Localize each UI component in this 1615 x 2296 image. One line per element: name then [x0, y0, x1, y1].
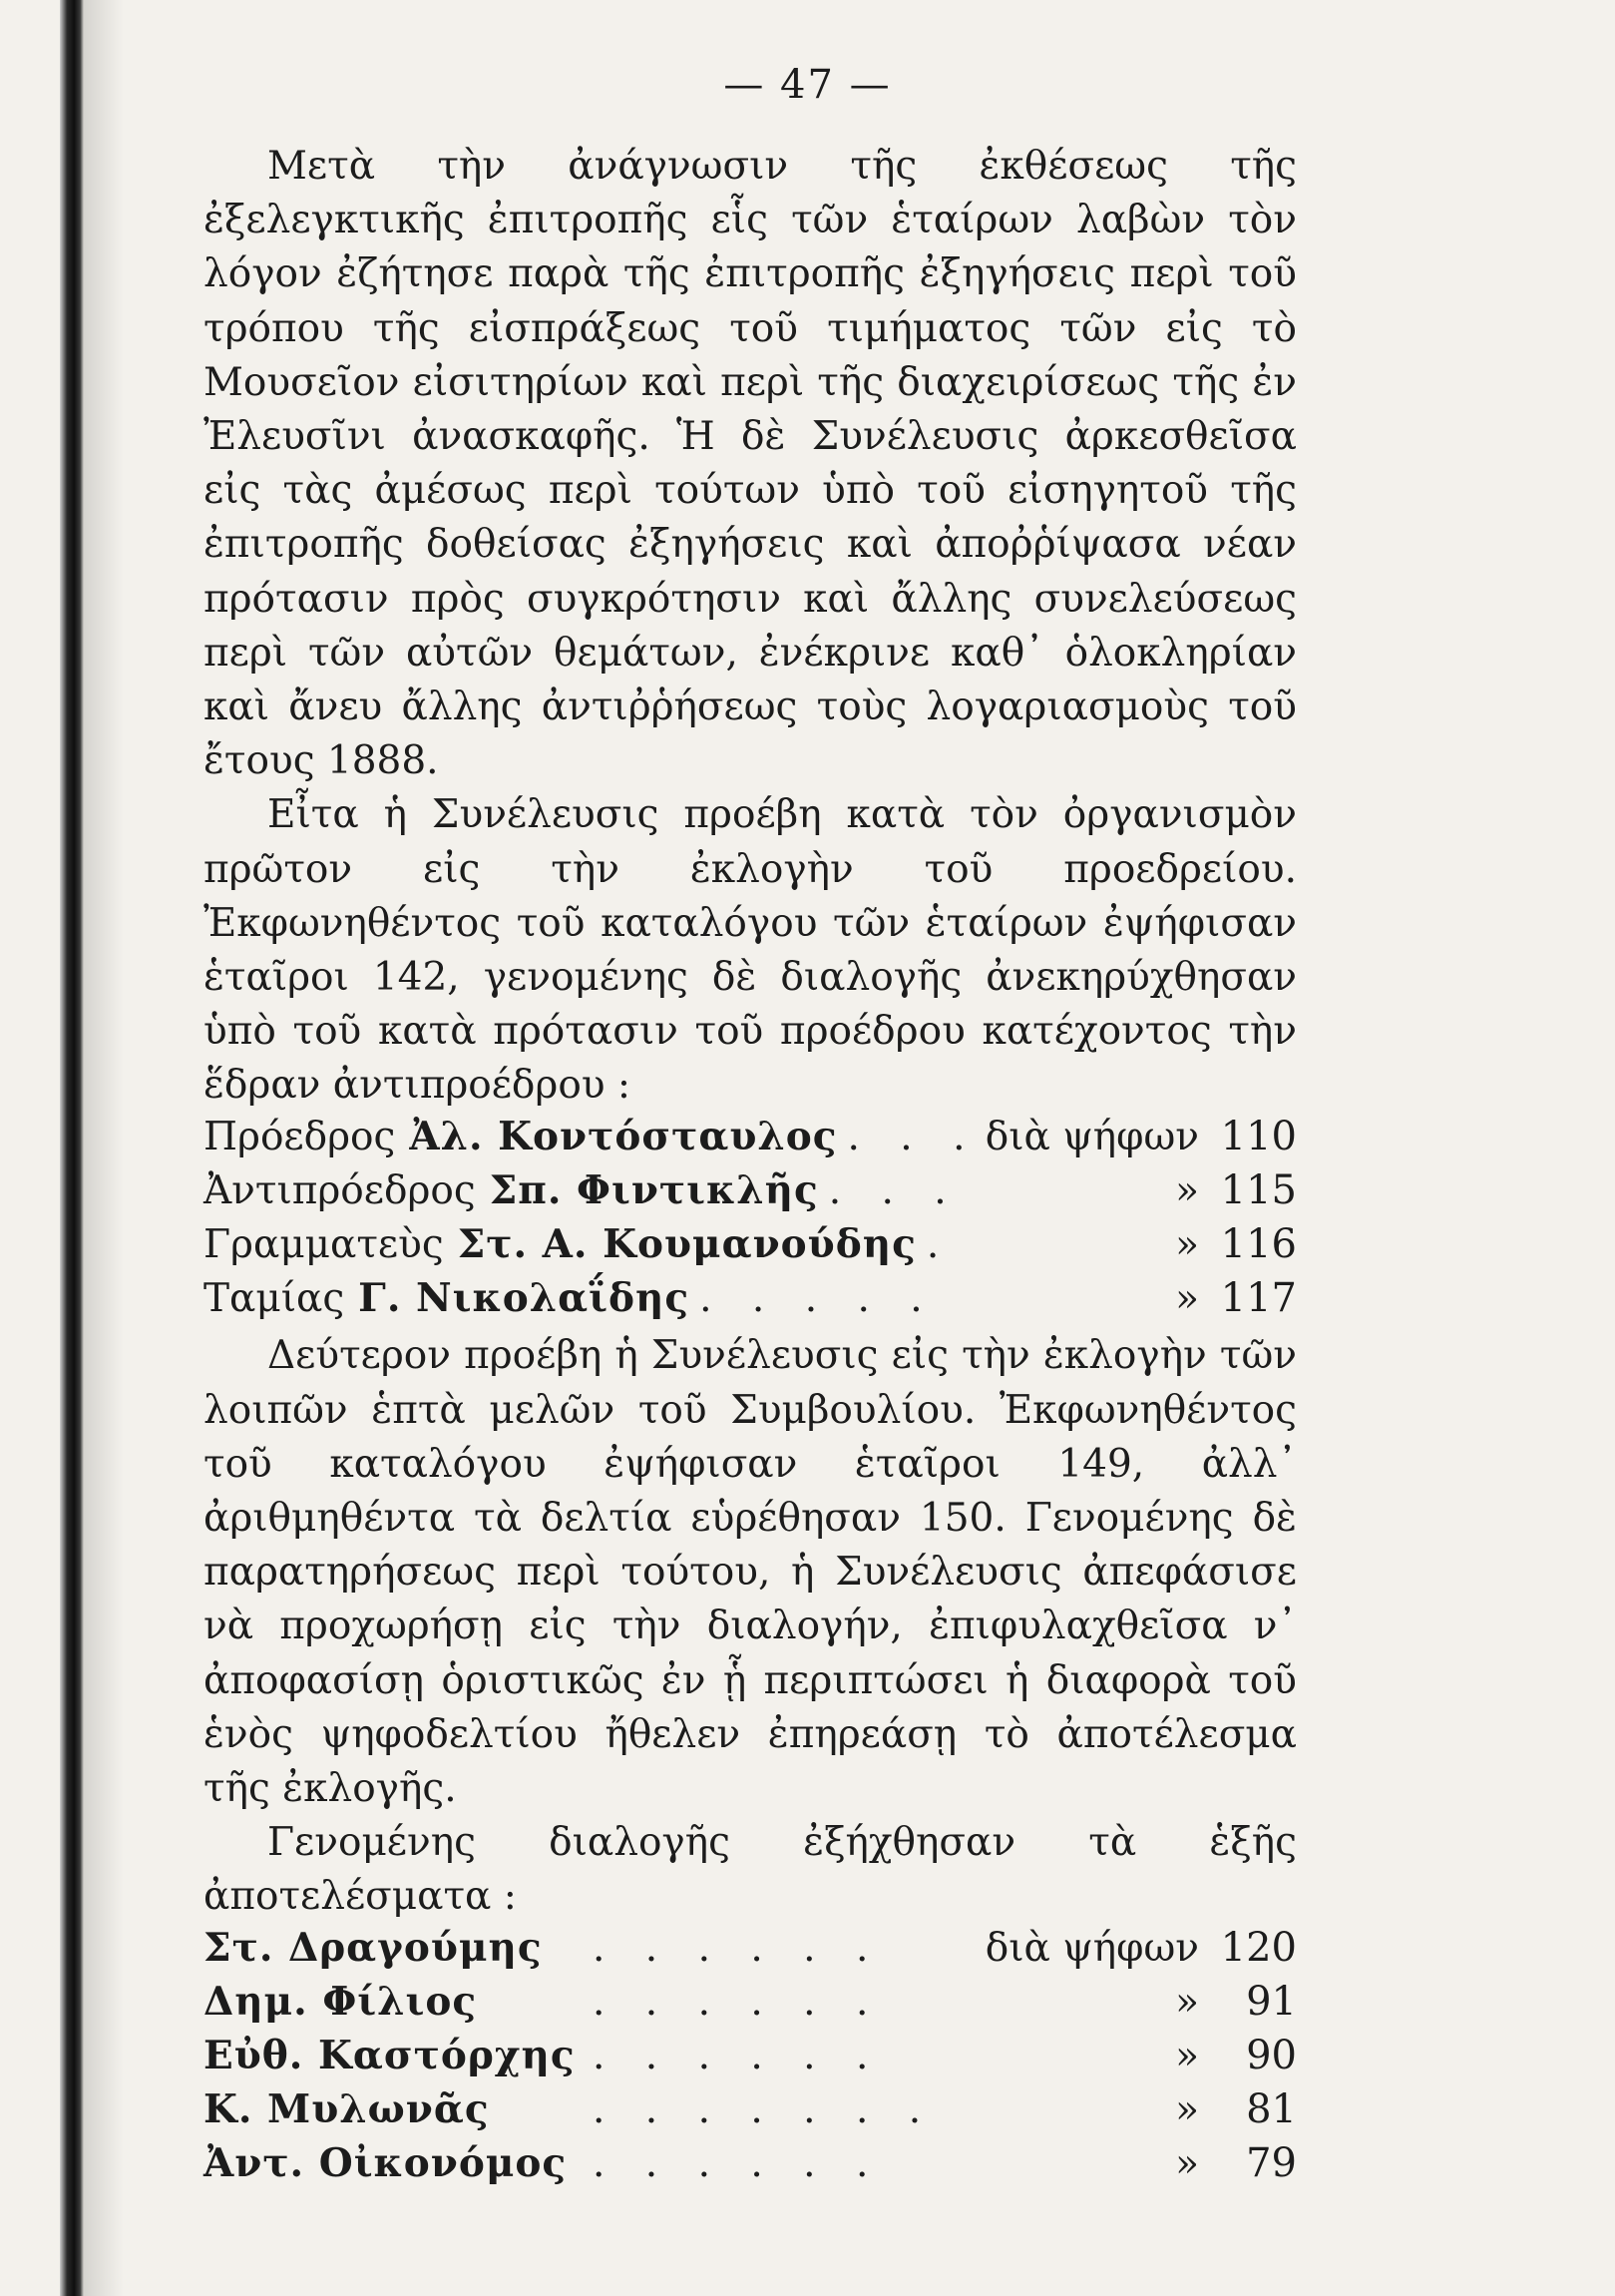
member-name: Κ. Μυλωνᾶς: [203, 2086, 490, 2133]
member-name: Στ. Α. Κουμανούδης: [457, 1221, 917, 1268]
list-item: [203, 2140, 1297, 2194]
vote-label: »: [1175, 1167, 1199, 1213]
paragraph-results-intro: Γενομένης διαλογῆς ἐξήχθησαν τὰ ἑξῆς ἀποτελέσματα :: [203, 1820, 1297, 1920]
list-item: [203, 1221, 1297, 1275]
vote-label: »: [1175, 2034, 1199, 2079]
vote-count: 110: [1220, 1113, 1297, 1159]
vote-label: διὰ ψήφων: [985, 1925, 1199, 1971]
leader-dots: . . . . . . .: [593, 2087, 936, 2133]
board-role: Πρόεδρος: [203, 1114, 396, 1159]
leader-dots: . . . . . .: [593, 2141, 883, 2187]
vote-label: »: [1175, 2141, 1199, 2187]
list-item: [203, 1275, 1297, 1329]
leader-dots: . . . . . .: [593, 2034, 883, 2079]
board-role: Ἀντιπρόεδρος: [203, 1167, 476, 1213]
leader-dots: . . . . . .: [593, 1925, 883, 1971]
leader-dots: . . . . .: [699, 1276, 937, 1322]
vote-count: 81: [1246, 2086, 1297, 2133]
vote-label: διὰ ψήφων: [985, 1114, 1199, 1159]
leader-dots: . . .: [828, 1167, 961, 1213]
vote-count: 116: [1220, 1221, 1297, 1268]
list-item: [203, 1114, 1297, 1167]
page-body: [203, 140, 1297, 2195]
vote-label: »: [1175, 1276, 1199, 1322]
member-name: Σπ. Φιντικλῆς: [489, 1166, 819, 1213]
paragraph-council-election: Δεύτερον προέβη ἡ Συνέλευσις εἰς τὴν ἐκλογὴν τῶν λοιπῶν ἑπτὰ μελῶν τοῦ Συμβουλίου. Ἐκφωνηθέντος τοῦ καταλόγου ἐψήφισαν ἑταῖροι 149, ἀλλ᾽ ἀριθμηθέντα τὰ δελτία εὑρέθησαν 150. Γενομένης δὲ παρατηρήσεως περὶ τούτου, ἡ Συνέλευσις ἀπεφάσισε νὰ προχωρήσῃ εἰς τὴν διαλογήν, ἐπιφυλαχθεῖσα ν᾽ ἀποφασίσῃ ὁριστικῶς ἐν ᾗ περιπτώσει ἡ διαφορὰ τοῦ ἑνὸς ψηφοδελτίου ἤθελεν ἐπηρεάσῃ τὸ ἀποτέλεσμα τῆς ἐκλογῆς.: [203, 1333, 1297, 1812]
leader-dots: . . .: [847, 1114, 980, 1159]
book-spine: [60, 0, 84, 2296]
spine-shadow: [84, 0, 124, 2296]
vote-count: 115: [1220, 1166, 1297, 1213]
member-name: Εὐθ. Καστόρχης: [203, 2033, 576, 2079]
member-name: Ἀλ. Κοντόσταυλος: [409, 1113, 838, 1159]
vote-label: »: [1175, 2087, 1199, 2133]
vote-label: »: [1175, 1979, 1199, 2025]
paragraph-report-discussion: Μετὰ τὴν ἀνάγνωσιν τῆς ἐκθέσεως τῆς ἐξελεγκτικῆς ἐπιτροπῆς εἷς τῶν ἑταίρων λαβὼν τὸν λόγον ἐζήτησε παρὰ τῆς ἐπιτροπῆς ἐξηγήσεις περὶ τοῦ τρόπου τῆς εἰσπράξεως τοῦ τιμήματος τῶν εἰς τὸ Μουσεῖον εἰσιτηρίων καὶ περὶ τῆς διαχειρίσεως τῆς ἐν Ἐλευσῖνι ἀνασκαφῆς. Ἡ δὲ Συνέλευσις ἀρκεσθεῖσα εἰς τὰς ἀμέσως περὶ τούτων ὑπὸ τοῦ εἰσηγητοῦ τῆς ἐπιτροπῆς δοθείσας ἐξηγήσεις καὶ ἀποῤῥίψασα νέαν πρότασιν πρὸς συγκρότησιν καὶ ἄλλης συνελεύσεως περὶ τῶν αὐτῶν θεμάτων, ἐνέκρινε καθ᾽ ὁλοκληρίαν καὶ ἄνευ ἄλλης ἀντιῤῥήσεως τοὺς λογαριασμοὺς τοῦ ἔτους 1888.: [203, 144, 1297, 784]
list-item: [203, 1167, 1297, 1221]
list-item: [203, 2033, 1297, 2086]
member-name: Στ. Δραγούμης: [203, 1924, 543, 1971]
vote-count: 120: [1220, 1924, 1297, 1971]
paragraph-board-election: Εἶτα ἡ Συνέλευσις προέβη κατὰ τὸν ὀργανισμὸν πρῶτον εἰς τὴν ἐκλογὴν τοῦ προεδρείου. Ἐκφωνηθέντος τοῦ καταλόγου τῶν ἑταίρων ἐψήφισαν ἑταῖροι 142, γενομένης δὲ διαλογῆς ἀνεκηρύχθησαν ὑπὸ τοῦ κατὰ πρότασιν τοῦ προέδρου κατέχοντος τὴν ἕδραν ἀντιπροέδρου :: [203, 792, 1297, 1109]
vote-count: 117: [1220, 1275, 1297, 1322]
vote-count: 90: [1246, 2033, 1297, 2079]
list-item: [203, 1979, 1297, 2033]
leader-dots: .: [926, 1222, 954, 1268]
board-role: Γραμματεὺς: [203, 1222, 444, 1268]
vote-count: 79: [1246, 2140, 1297, 2187]
council-results-list: [203, 1925, 1297, 2195]
member-name: Γ. Νικολαΐδης: [358, 1275, 690, 1322]
vote-count: 91: [1246, 1978, 1297, 2025]
board-results-list: [203, 1114, 1297, 1330]
leader-dots: . . . . . .: [593, 1979, 883, 2025]
vote-label: »: [1175, 1222, 1199, 1268]
member-name: Δημ. Φίλιος: [203, 1978, 478, 2025]
list-item: [203, 2086, 1297, 2140]
board-role: Ταμίας: [203, 1276, 345, 1322]
page-number: — 47 —: [723, 62, 892, 108]
list-item: [203, 1925, 1297, 1979]
member-name: Ἀντ. Οἰκονόμος: [203, 2140, 568, 2187]
